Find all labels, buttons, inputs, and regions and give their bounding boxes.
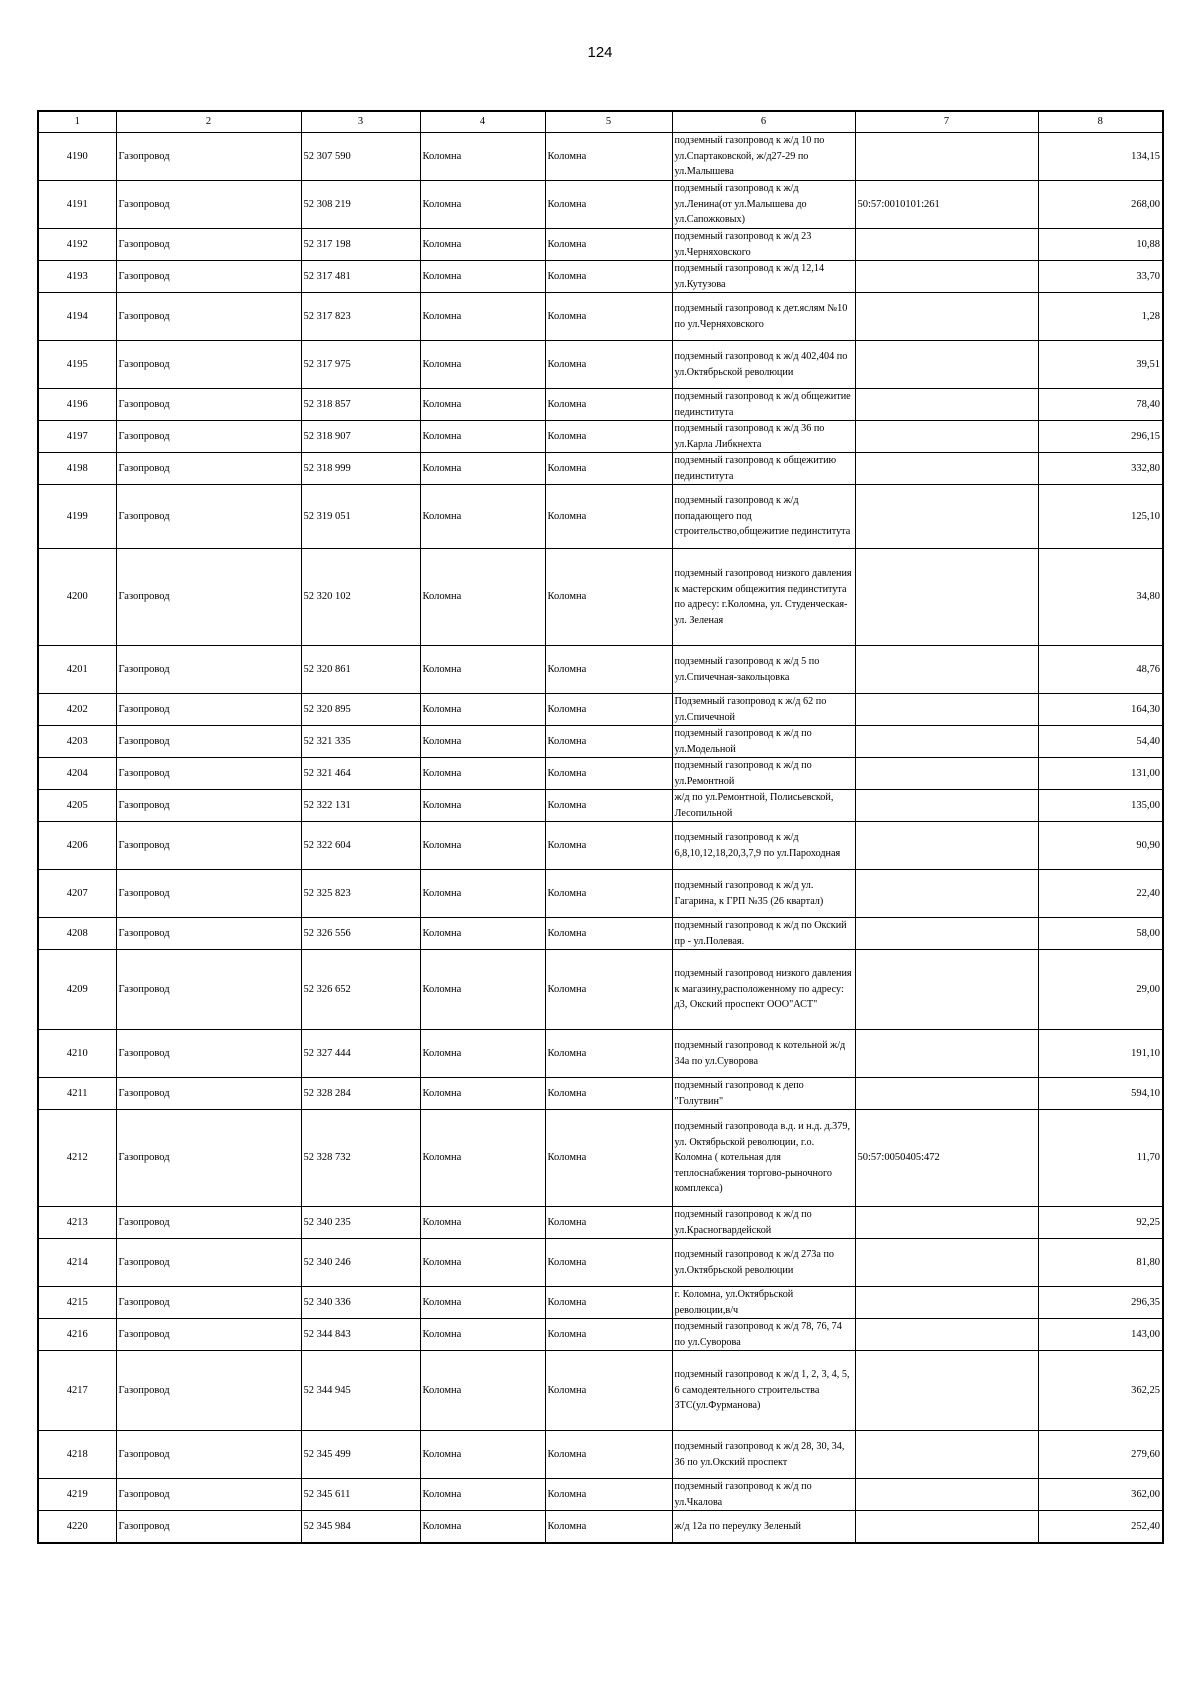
row-number: 4220 <box>38 1511 116 1543</box>
row-number: 4202 <box>38 694 116 726</box>
length-cell: 54,40 <box>1038 726 1163 758</box>
area-cell: Коломна <box>545 950 672 1030</box>
length-cell: 34,80 <box>1038 549 1163 646</box>
row-number: 4191 <box>38 181 116 229</box>
length-cell: 81,80 <box>1038 1239 1163 1287</box>
table-row <box>38 453 1163 485</box>
length-cell: 131,00 <box>1038 758 1163 790</box>
row-number: 4203 <box>38 726 116 758</box>
length-cell: 164,30 <box>1038 694 1163 726</box>
city-cell: Коломна <box>420 1479 545 1511</box>
object-code: 52 344 843 <box>301 1319 420 1351</box>
city-cell: Коломна <box>420 1287 545 1319</box>
city-cell: Коломна <box>420 1110 545 1207</box>
description-cell: подземный газопровод к ж/д по Окский пр - ул.Полевая. <box>672 918 855 950</box>
table-row <box>38 758 1163 790</box>
object-code: 52 322 131 <box>301 790 420 822</box>
header-row <box>38 111 1163 133</box>
table-row <box>38 485 1163 549</box>
column-header: 8 <box>1038 111 1163 133</box>
length-cell: 90,90 <box>1038 822 1163 870</box>
cadastral-number-cell <box>855 1319 1038 1351</box>
object-name: Газопровод <box>116 1110 301 1207</box>
object-name: Газопровод <box>116 1479 301 1511</box>
table-row <box>38 293 1163 341</box>
area-cell: Коломна <box>545 133 672 181</box>
city-cell: Коломна <box>420 1207 545 1239</box>
description-cell: подземный газопровод к ж/д 36 по ул.Карла Либкнехта <box>672 421 855 453</box>
table-row <box>38 822 1163 870</box>
cadastral-number-cell <box>855 1431 1038 1479</box>
object-name: Газопровод <box>116 822 301 870</box>
row-number: 4198 <box>38 453 116 485</box>
description-cell: подземный газопровод к ж/д по ул.Чкалова <box>672 1479 855 1511</box>
cadastral-number-cell <box>855 1030 1038 1078</box>
city-cell: Коломна <box>420 389 545 421</box>
row-number: 4195 <box>38 341 116 389</box>
area-cell: Коломна <box>545 1078 672 1110</box>
city-cell: Коломна <box>420 1319 545 1351</box>
description-cell: подземный газопровод к ж/д по ул.Модельной <box>672 726 855 758</box>
cadastral-number-cell <box>855 341 1038 389</box>
description-cell: подземный газопровод к ж/д 5 по ул.Спичечная-закольцовка <box>672 646 855 694</box>
column-header: 4 <box>420 111 545 133</box>
city-cell: Коломна <box>420 646 545 694</box>
object-name: Газопровод <box>116 421 301 453</box>
object-code: 52 322 604 <box>301 822 420 870</box>
length-cell: 594,10 <box>1038 1078 1163 1110</box>
row-number: 4219 <box>38 1479 116 1511</box>
city-cell: Коломна <box>420 870 545 918</box>
object-code: 52 345 984 <box>301 1511 420 1543</box>
description-cell: подземный газопровод к ж/д 78, 76, 74 по ул.Суворова <box>672 1319 855 1351</box>
length-cell: 252,40 <box>1038 1511 1163 1543</box>
area-cell: Коломна <box>545 758 672 790</box>
description-cell: подземный газопровод к ж/д 23 ул.Черняховского <box>672 229 855 261</box>
cadastral-number-cell <box>855 694 1038 726</box>
area-cell: Коломна <box>545 1351 672 1431</box>
city-cell: Коломна <box>420 181 545 229</box>
description-cell: подземный газопровод к ж/д 273а по ул.Октябрьской революции <box>672 1239 855 1287</box>
area-cell: Коломна <box>545 726 672 758</box>
cadastral-number-cell <box>855 453 1038 485</box>
row-number: 4209 <box>38 950 116 1030</box>
object-code: 52 340 235 <box>301 1207 420 1239</box>
object-name: Газопровод <box>116 389 301 421</box>
object-code: 52 317 823 <box>301 293 420 341</box>
cadastral-number-cell <box>855 1078 1038 1110</box>
object-code: 52 326 652 <box>301 950 420 1030</box>
length-cell: 362,25 <box>1038 1351 1163 1431</box>
object-name: Газопровод <box>116 229 301 261</box>
description-cell: подземный газопровод к ж/д по ул.Красногвардейской <box>672 1207 855 1239</box>
object-code: 52 320 102 <box>301 549 420 646</box>
length-cell: 279,60 <box>1038 1431 1163 1479</box>
cadastral-number-cell <box>855 790 1038 822</box>
object-name: Газопровод <box>116 261 301 293</box>
area-cell: Коломна <box>545 1431 672 1479</box>
table-row <box>38 133 1163 181</box>
length-cell: 296,35 <box>1038 1287 1163 1319</box>
row-number: 4211 <box>38 1078 116 1110</box>
row-number: 4205 <box>38 790 116 822</box>
length-cell: 125,10 <box>1038 485 1163 549</box>
row-number: 4204 <box>38 758 116 790</box>
cadastral-number-cell <box>855 1239 1038 1287</box>
cadastral-number-cell <box>855 485 1038 549</box>
row-number: 4207 <box>38 870 116 918</box>
object-code: 52 344 945 <box>301 1351 420 1431</box>
description-cell: подземный газопровод к дет.яслям №10 по ул.Черняховского <box>672 293 855 341</box>
object-code: 52 321 464 <box>301 758 420 790</box>
area-cell: Коломна <box>545 822 672 870</box>
cadastral-number-cell <box>855 758 1038 790</box>
cadastral-number-cell <box>855 1511 1038 1543</box>
cadastral-number-cell <box>855 389 1038 421</box>
description-cell: подземный газопровод к ж/д ул. Гагарина, к ГРП №35 (26 квартал) <box>672 870 855 918</box>
description-cell: ж/д по ул.Ремонтной, Полисьевской, Лесопильной <box>672 790 855 822</box>
table-row <box>38 1239 1163 1287</box>
row-number: 4210 <box>38 1030 116 1078</box>
table-row <box>38 1287 1163 1319</box>
object-name: Газопровод <box>116 918 301 950</box>
cadastral-number-cell <box>855 1207 1038 1239</box>
length-cell: 134,15 <box>1038 133 1163 181</box>
area-cell: Коломна <box>545 389 672 421</box>
object-name: Газопровод <box>116 341 301 389</box>
object-name: Газопровод <box>116 1351 301 1431</box>
object-code: 52 326 556 <box>301 918 420 950</box>
area-cell: Коломна <box>545 790 672 822</box>
table-row <box>38 1479 1163 1511</box>
length-cell: 48,76 <box>1038 646 1163 694</box>
cadastral-number-cell <box>855 822 1038 870</box>
object-code: 52 320 861 <box>301 646 420 694</box>
city-cell: Коломна <box>420 229 545 261</box>
table-row <box>38 1351 1163 1431</box>
description-cell: Подземный газопровод к ж/д 62 по ул.Спичечной <box>672 694 855 726</box>
cadastral-number-cell: 50:57:0050405:472 <box>855 1110 1038 1207</box>
area-cell: Коломна <box>545 1110 672 1207</box>
object-name: Газопровод <box>116 870 301 918</box>
table-row <box>38 341 1163 389</box>
cadastral-number-cell <box>855 549 1038 646</box>
description-cell: подземный газопровода в.д. и н.д. д.379, ул. Октябрьской революции, г.о. Коломна ( котельная для теплоснабжения торгово-рыночного комплекса) <box>672 1110 855 1207</box>
city-cell: Коломна <box>420 293 545 341</box>
cadastral-number-cell <box>855 950 1038 1030</box>
length-cell: 39,51 <box>1038 341 1163 389</box>
city-cell: Коломна <box>420 790 545 822</box>
cadastral-number-cell <box>855 1351 1038 1431</box>
row-number: 4212 <box>38 1110 116 1207</box>
description-cell: подземный газопровод к котельной ж/д 34а по ул.Суворова <box>672 1030 855 1078</box>
cadastral-number-cell: 50:57:0010101:261 <box>855 181 1038 229</box>
object-code: 52 328 284 <box>301 1078 420 1110</box>
area-cell: Коломна <box>545 485 672 549</box>
city-cell: Коломна <box>420 1078 545 1110</box>
row-number: 4215 <box>38 1287 116 1319</box>
object-code: 52 308 219 <box>301 181 420 229</box>
cadastral-number-cell <box>855 261 1038 293</box>
description-cell: подземный газопровод к ж/д 12,14 ул.Кутузова <box>672 261 855 293</box>
description-cell: подземный газопровод к ж/д 6,8,10,12,18,20,3,7,9 по ул.Пароходная <box>672 822 855 870</box>
city-cell: Коломна <box>420 1351 545 1431</box>
length-cell: 191,10 <box>1038 1030 1163 1078</box>
length-cell: 78,40 <box>1038 389 1163 421</box>
description-cell: подземный газопровод к ж/д 10 по ул.Спартаковской, ж/д27-29 по ул.Малышева <box>672 133 855 181</box>
area-cell: Коломна <box>545 1030 672 1078</box>
length-cell: 268,00 <box>1038 181 1163 229</box>
column-header: 5 <box>545 111 672 133</box>
description-cell: подземный газопровод низкого давления к магазину,расположенному по адресу: д3, Окский проспект ООО"АСТ" <box>672 950 855 1030</box>
description-cell: подземный газопровод к ж/д попадающего под строительство,общежитие пединститута <box>672 485 855 549</box>
object-code: 52 327 444 <box>301 1030 420 1078</box>
table-row <box>38 181 1163 229</box>
table-row <box>38 870 1163 918</box>
length-cell: 1,28 <box>1038 293 1163 341</box>
city-cell: Коломна <box>420 453 545 485</box>
object-name: Газопровод <box>116 453 301 485</box>
table-body <box>38 133 1163 1543</box>
city-cell: Коломна <box>420 261 545 293</box>
area-cell: Коломна <box>545 646 672 694</box>
length-cell: 58,00 <box>1038 918 1163 950</box>
table-row <box>38 229 1163 261</box>
registry-table <box>37 110 1164 1544</box>
table-row <box>38 726 1163 758</box>
area-cell: Коломна <box>545 918 672 950</box>
length-cell: 296,15 <box>1038 421 1163 453</box>
table-row <box>38 1030 1163 1078</box>
object-code: 52 325 823 <box>301 870 420 918</box>
city-cell: Коломна <box>420 421 545 453</box>
row-number: 4194 <box>38 293 116 341</box>
cadastral-number-cell <box>855 229 1038 261</box>
city-cell: Коломна <box>420 341 545 389</box>
description-cell: подземный газопровод к ж/д 402,404 по ул.Октябрьской революции <box>672 341 855 389</box>
cadastral-number-cell <box>855 293 1038 341</box>
row-number: 4214 <box>38 1239 116 1287</box>
city-cell: Коломна <box>420 758 545 790</box>
description-cell: подземный газопровод к ж/д 28, 30, 34, 36 по ул.Окский проспект <box>672 1431 855 1479</box>
object-code: 52 328 732 <box>301 1110 420 1207</box>
row-number: 4208 <box>38 918 116 950</box>
column-header: 7 <box>855 111 1038 133</box>
description-cell: подземный газопровод к общежитию пединститута <box>672 453 855 485</box>
city-cell: Коломна <box>420 1431 545 1479</box>
object-code: 52 318 999 <box>301 453 420 485</box>
table-row <box>38 790 1163 822</box>
city-cell: Коломна <box>420 485 545 549</box>
row-number: 4200 <box>38 549 116 646</box>
cadastral-number-cell <box>855 918 1038 950</box>
object-name: Газопровод <box>116 1207 301 1239</box>
description-cell: г. Коломна, ул.Октябрьской революции,в/ч <box>672 1287 855 1319</box>
object-name: Газопровод <box>116 758 301 790</box>
area-cell: Коломна <box>545 1207 672 1239</box>
row-number: 4197 <box>38 421 116 453</box>
cadastral-number-cell <box>855 870 1038 918</box>
column-header: 6 <box>672 111 855 133</box>
length-cell: 11,70 <box>1038 1110 1163 1207</box>
table-row <box>38 261 1163 293</box>
area-cell: Коломна <box>545 341 672 389</box>
area-cell: Коломна <box>545 1239 672 1287</box>
cadastral-number-cell <box>855 1287 1038 1319</box>
length-cell: 33,70 <box>1038 261 1163 293</box>
table-row <box>38 549 1163 646</box>
table-row <box>38 694 1163 726</box>
column-header: 1 <box>38 111 116 133</box>
row-number: 4196 <box>38 389 116 421</box>
column-header: 3 <box>301 111 420 133</box>
description-cell: подземный газопровод к ж/д 1, 2, 3, 4, 5, 6 самодеятельного строительства ЗТС(ул.Фурманова) <box>672 1351 855 1431</box>
area-cell: Коломна <box>545 229 672 261</box>
length-cell: 362,00 <box>1038 1479 1163 1511</box>
row-number: 4216 <box>38 1319 116 1351</box>
row-number: 4190 <box>38 133 116 181</box>
row-number: 4206 <box>38 822 116 870</box>
row-number: 4217 <box>38 1351 116 1431</box>
area-cell: Коломна <box>545 1479 672 1511</box>
area-cell: Коломна <box>545 1319 672 1351</box>
table-row <box>38 646 1163 694</box>
city-cell: Коломна <box>420 918 545 950</box>
table-row <box>38 1207 1163 1239</box>
description-cell: ж/д 12а по переулку Зеленый <box>672 1511 855 1543</box>
area-cell: Коломна <box>545 453 672 485</box>
description-cell: подземный газопровод к ж/д по ул.Ремонтной <box>672 758 855 790</box>
cadastral-number-cell <box>855 421 1038 453</box>
object-code: 52 317 975 <box>301 341 420 389</box>
object-code: 52 317 481 <box>301 261 420 293</box>
description-cell: подземный газопровод к ж/д ул.Ленина(от ул.Малышева до ул.Сапожковых) <box>672 181 855 229</box>
object-name: Газопровод <box>116 1239 301 1287</box>
object-name: Газопровод <box>116 694 301 726</box>
city-cell: Коломна <box>420 1511 545 1543</box>
object-name: Газопровод <box>116 1319 301 1351</box>
object-name: Газопровод <box>116 133 301 181</box>
city-cell: Коломна <box>420 822 545 870</box>
table-row <box>38 1078 1163 1110</box>
row-number: 4199 <box>38 485 116 549</box>
object-name: Газопровод <box>116 950 301 1030</box>
object-code: 52 319 051 <box>301 485 420 549</box>
row-number: 4213 <box>38 1207 116 1239</box>
cadastral-number-cell <box>855 646 1038 694</box>
object-code: 52 340 336 <box>301 1287 420 1319</box>
object-code: 52 318 907 <box>301 421 420 453</box>
object-name: Газопровод <box>116 293 301 341</box>
object-code: 52 318 857 <box>301 389 420 421</box>
city-cell: Коломна <box>420 549 545 646</box>
table-row <box>38 1511 1163 1543</box>
table-row <box>38 389 1163 421</box>
description-cell: подземный газопровод к депо "Голутвин" <box>672 1078 855 1110</box>
description-cell: подземный газопровод к ж/д общежитие пединститута <box>672 389 855 421</box>
row-number: 4193 <box>38 261 116 293</box>
city-cell: Коломна <box>420 133 545 181</box>
object-code: 52 320 895 <box>301 694 420 726</box>
table-row <box>38 1110 1163 1207</box>
area-cell: Коломна <box>545 549 672 646</box>
table-row <box>38 950 1163 1030</box>
object-name: Газопровод <box>116 1287 301 1319</box>
object-name: Газопровод <box>116 1511 301 1543</box>
area-cell: Коломна <box>545 870 672 918</box>
city-cell: Коломна <box>420 726 545 758</box>
object-name: Газопровод <box>116 1078 301 1110</box>
table-row <box>38 1431 1163 1479</box>
length-cell: 22,40 <box>1038 870 1163 918</box>
table-row <box>38 421 1163 453</box>
page-number: 124 <box>587 44 613 61</box>
object-code: 52 345 499 <box>301 1431 420 1479</box>
area-cell: Коломна <box>545 694 672 726</box>
row-number: 4192 <box>38 229 116 261</box>
row-number: 4201 <box>38 646 116 694</box>
object-code: 52 340 246 <box>301 1239 420 1287</box>
object-name: Газопровод <box>116 485 301 549</box>
area-cell: Коломна <box>545 261 672 293</box>
area-cell: Коломна <box>545 421 672 453</box>
length-cell: 135,00 <box>1038 790 1163 822</box>
column-header: 2 <box>116 111 301 133</box>
city-cell: Коломна <box>420 950 545 1030</box>
table-row <box>38 1319 1163 1351</box>
city-cell: Коломна <box>420 1030 545 1078</box>
object-code: 52 345 611 <box>301 1479 420 1511</box>
object-code: 52 307 590 <box>301 133 420 181</box>
object-name: Газопровод <box>116 1431 301 1479</box>
city-cell: Коломна <box>420 694 545 726</box>
table-row <box>38 918 1163 950</box>
description-cell: подземный газопровод низкого давления к мастерским общежития пединститута по адресу: г.Коломна, ул. Студенческая-ул. Зеленая <box>672 549 855 646</box>
length-cell: 92,25 <box>1038 1207 1163 1239</box>
object-name: Газопровод <box>116 181 301 229</box>
object-code: 52 317 198 <box>301 229 420 261</box>
cadastral-number-cell <box>855 133 1038 181</box>
object-name: Газопровод <box>116 790 301 822</box>
cadastral-number-cell <box>855 726 1038 758</box>
object-name: Газопровод <box>116 646 301 694</box>
row-number: 4218 <box>38 1431 116 1479</box>
area-cell: Коломна <box>545 293 672 341</box>
area-cell: Коломна <box>545 181 672 229</box>
area-cell: Коломна <box>545 1287 672 1319</box>
length-cell: 29,00 <box>1038 950 1163 1030</box>
length-cell: 332,80 <box>1038 453 1163 485</box>
object-code: 52 321 335 <box>301 726 420 758</box>
object-name: Газопровод <box>116 549 301 646</box>
cadastral-number-cell <box>855 1479 1038 1511</box>
area-cell: Коломна <box>545 1511 672 1543</box>
city-cell: Коломна <box>420 1239 545 1287</box>
object-name: Газопровод <box>116 726 301 758</box>
length-cell: 143,00 <box>1038 1319 1163 1351</box>
length-cell: 10,88 <box>1038 229 1163 261</box>
object-name: Газопровод <box>116 1030 301 1078</box>
